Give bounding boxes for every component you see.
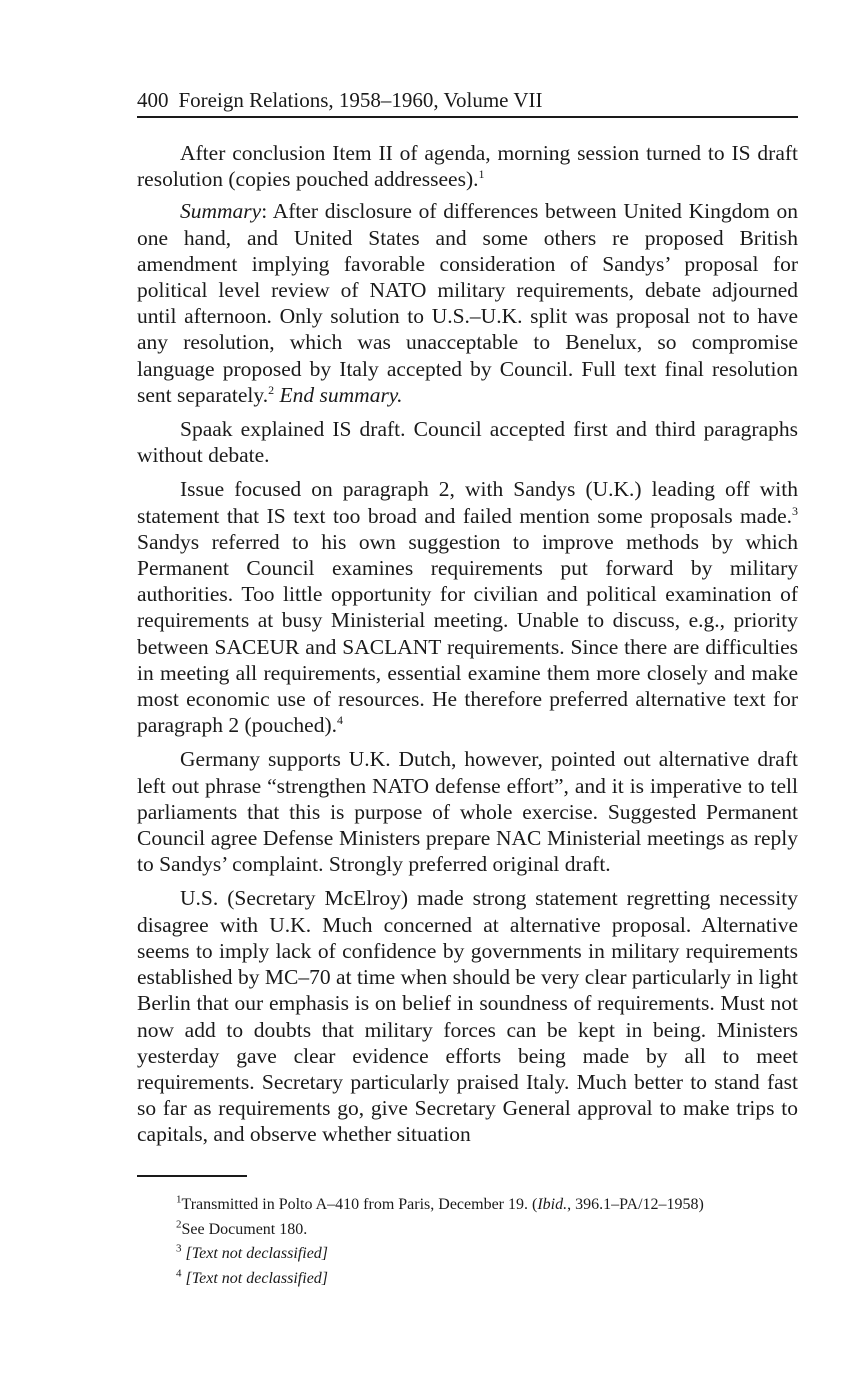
footnote-ref-1[interactable]: 1 — [478, 167, 485, 182]
summary-label: Summary — [180, 199, 262, 224]
footnote-ref-3[interactable]: 3 — [792, 503, 798, 518]
footnote-4-number: 4 — [176, 1266, 182, 1279]
footnote-1 — [176, 1193, 798, 1218]
end-summary-label: End summary. — [279, 382, 403, 407]
footnote-3-text: [Text not declassified] — [185, 1245, 329, 1262]
paragraph-3 — [137, 416, 798, 468]
footnote-4 — [176, 1267, 798, 1292]
footnote-3 — [176, 1242, 798, 1267]
footnote-2 — [176, 1218, 798, 1243]
footnote-1-number: 1 — [176, 1193, 182, 1206]
footnote-ref-2[interactable]: 2 — [268, 383, 275, 398]
footnote-divider — [137, 1175, 247, 1177]
footnote-3-number: 3 — [176, 1242, 182, 1255]
footnote-ref-4[interactable]: 4 — [336, 713, 343, 728]
running-header — [137, 86, 798, 118]
paragraph-4-text-b: Sandys referred to his own suggestion to improve methods by which Permanent Council examines requirements put forward by military authorities. Too little opportunity for civilian and political examination of requirements at busy Ministerial meeting. Unable to discuss, e.g., priority between SACEUR and SACLANT requirements. Since there are difficulties in meeting all requirements, essential examine them more closely and make most economic use of resources. He therefore preferred alternative text for paragraph 2 (pouched). — [137, 529, 798, 738]
footnote-1-text-b: , 396.1–PA/12–1958) — [567, 1196, 704, 1213]
paragraph-1-text: After conclusion Item II of agenda, morning session turned to IS draft resolution (copies pouched addressees). — [137, 141, 798, 192]
paragraph-5 — [137, 746, 798, 877]
summary-text: : After disclosure of differences between United Kingdom on one hand, and United States and some others re proposed British amendment implying favorable consideration of Sandys’ proposal for political level review of NATO military requirements, debate adjourned until afternoon. Only solution to U.S.–U.K. split was proposal not to have any resolution, which was unacceptable to Benelux, so compromise language proposed by Italy accepted by Council. Full text final resolution sent separately. — [137, 199, 798, 407]
paragraph-3-text: Spaak explained IS draft. Council accepted first and third paragraphs without debate. — [137, 417, 798, 468]
footnote-1-text-a: Transmitted in Polto A–410 from Paris, December 19. ( — [181, 1196, 538, 1213]
volume-title: Foreign Relations, 1958–1960, Volume VII — [178, 88, 543, 112]
footnote-2-text: See Document 180. — [181, 1220, 308, 1238]
footnotes — [176, 1193, 798, 1291]
footnote-1-ibid: Ibid. — [537, 1196, 568, 1213]
paragraph-6-text: U.S. (Secretary McElroy) made strong statement regretting necessity disagree with U.K. Much concerned at alternative proposal. Alternative seems to imply lack of confidence by governments in military requirements established by MC–70 at time when should be very clear particularly in light Berlin that our emphasis is on belief in soundness of requirements. Must not now add to doubts that military forces can be kept in being. Ministers yesterday gave clear evidence efforts being made by all to meet requirements. Secretary particularly praised Italy. Much better to stand fast so far as requirements go, give Secretary General approval to make trips to capitals, and observe whether situation — [137, 886, 798, 1147]
paragraph-4 — [137, 476, 798, 738]
footnote-4-text: [Text not declassified] — [185, 1269, 329, 1287]
paragraph-5-text: Germany supports U.K. Dutch, however, pointed out alternative draft left out phrase “strengthen NATO defense effort”, and it is imperative to tell parliaments that this is purpose of whole exercise. Suggested Permanent Council agree Defense Ministers prepare NAC Ministerial meetings as reply to Sandys’ complaint. Strongly preferred original draft. — [137, 747, 798, 877]
paragraph-summary — [137, 198, 798, 408]
page-number: 400 — [137, 88, 169, 112]
footnote-2-number: 2 — [176, 1217, 182, 1230]
body-text — [137, 140, 798, 1156]
paragraph-6 — [137, 885, 798, 1147]
paragraph-4-text-a: Issue focused on paragraph 2, with Sandys (U.K.) leading off with statement that IS text too broad and failed mention some proposals made. — [137, 477, 798, 528]
paragraph-1 — [137, 140, 798, 192]
